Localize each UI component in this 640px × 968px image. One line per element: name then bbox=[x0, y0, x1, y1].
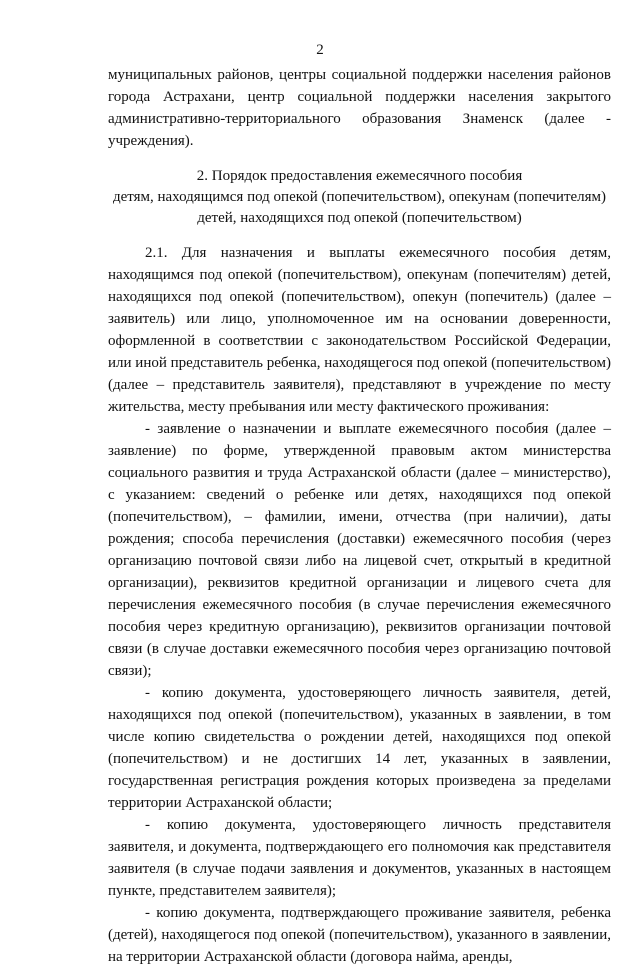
list-item-application: - заявление о назначении и выплате ежемесячного пособия (далее – заявление) по форме, утвержденной правовым актом министерства социального развития и труда Астраханской области (далее – министерство), с указанием: сведений о ребенке или детях, находящихся под опекой (попечительством), – фамилии, имени, отчества (при наличии), даты рождения; способа перечисления (доставки) ежемесячного пособия (через организацию почтовой связи либо на лицевой счет, открытый в кредитной организации), реквизитов кредитной организации и лицевого счета для перечисления ежемесячного пособия (в случае перечисления ежемесячного пособия через кредитную организацию), реквизитов организации почтовой связи (в случае доставки ежемесячного пособия через организацию почтовой связи); bbox=[108, 421, 611, 679]
list-item-identity-copy: - копию документа, удостоверяющего личность заявителя, детей, находящихся под опекой (попечительством), указанных в заявлении, в том числе копию свидетельства о рождении детей, находящихся под опекой (попечительством) и не достигших 14 лет, указанных в заявлении, государственная регистрация рождения которых произведена за пределами территории Астраханской области; bbox=[108, 685, 611, 811]
clause-2-1: 2.1. Для назначения и выплаты ежемесячного пособия детям, находящимся под опекой (попечительством), опекунам (попечителям) детей, находящихся под опекой (попечительством), опекун (попечитель) (далее – заявитель) или лицо, уполномоченное им на основании доверенности, оформленной в соответствии с законодательством Российской Федерации, или иной представитель ребенка, находящегося под опекой (попечительством) (далее – представитель заявителя), представляют в учреждение по месту жительства, месту пребывания или месту фактического проживания: bbox=[108, 245, 611, 415]
list-item-representative-copy: - копию документа, удостоверяющего личность представителя заявителя, и документа, подтверждающего его полномочия как представителя заявителя (в случае подачи заявления и документов, указанных в настоящем пункте, представителем заявителя); bbox=[108, 817, 611, 899]
section-heading-line-3: детей, находящихся под опекой (попечительством) bbox=[197, 210, 522, 226]
list-item-residence-copy: - копию документа, подтверждающего проживание заявителя, ребенка (детей), находящегося под опекой (попечительством), указанного в заявлении, на территории Астраханской области (договора найма, аренды, bbox=[108, 905, 611, 965]
document-body bbox=[108, 64, 611, 968]
section-heading bbox=[108, 166, 611, 229]
continuation-paragraph: муниципальных районов, центры социальной поддержки населения районов города Астрахани, центр социальной поддержки населения закрытого административно-территориального образования Знаменск (далее - учреждения). bbox=[108, 67, 611, 149]
section-heading-line-2: детям, находящимся под опекой (попечительством), опекунам (попечителям) bbox=[112, 189, 607, 205]
page-number: 2 bbox=[316, 42, 324, 58]
section-heading-line-1: 2. Порядок предоставления ежемесячного пособия bbox=[196, 168, 523, 184]
